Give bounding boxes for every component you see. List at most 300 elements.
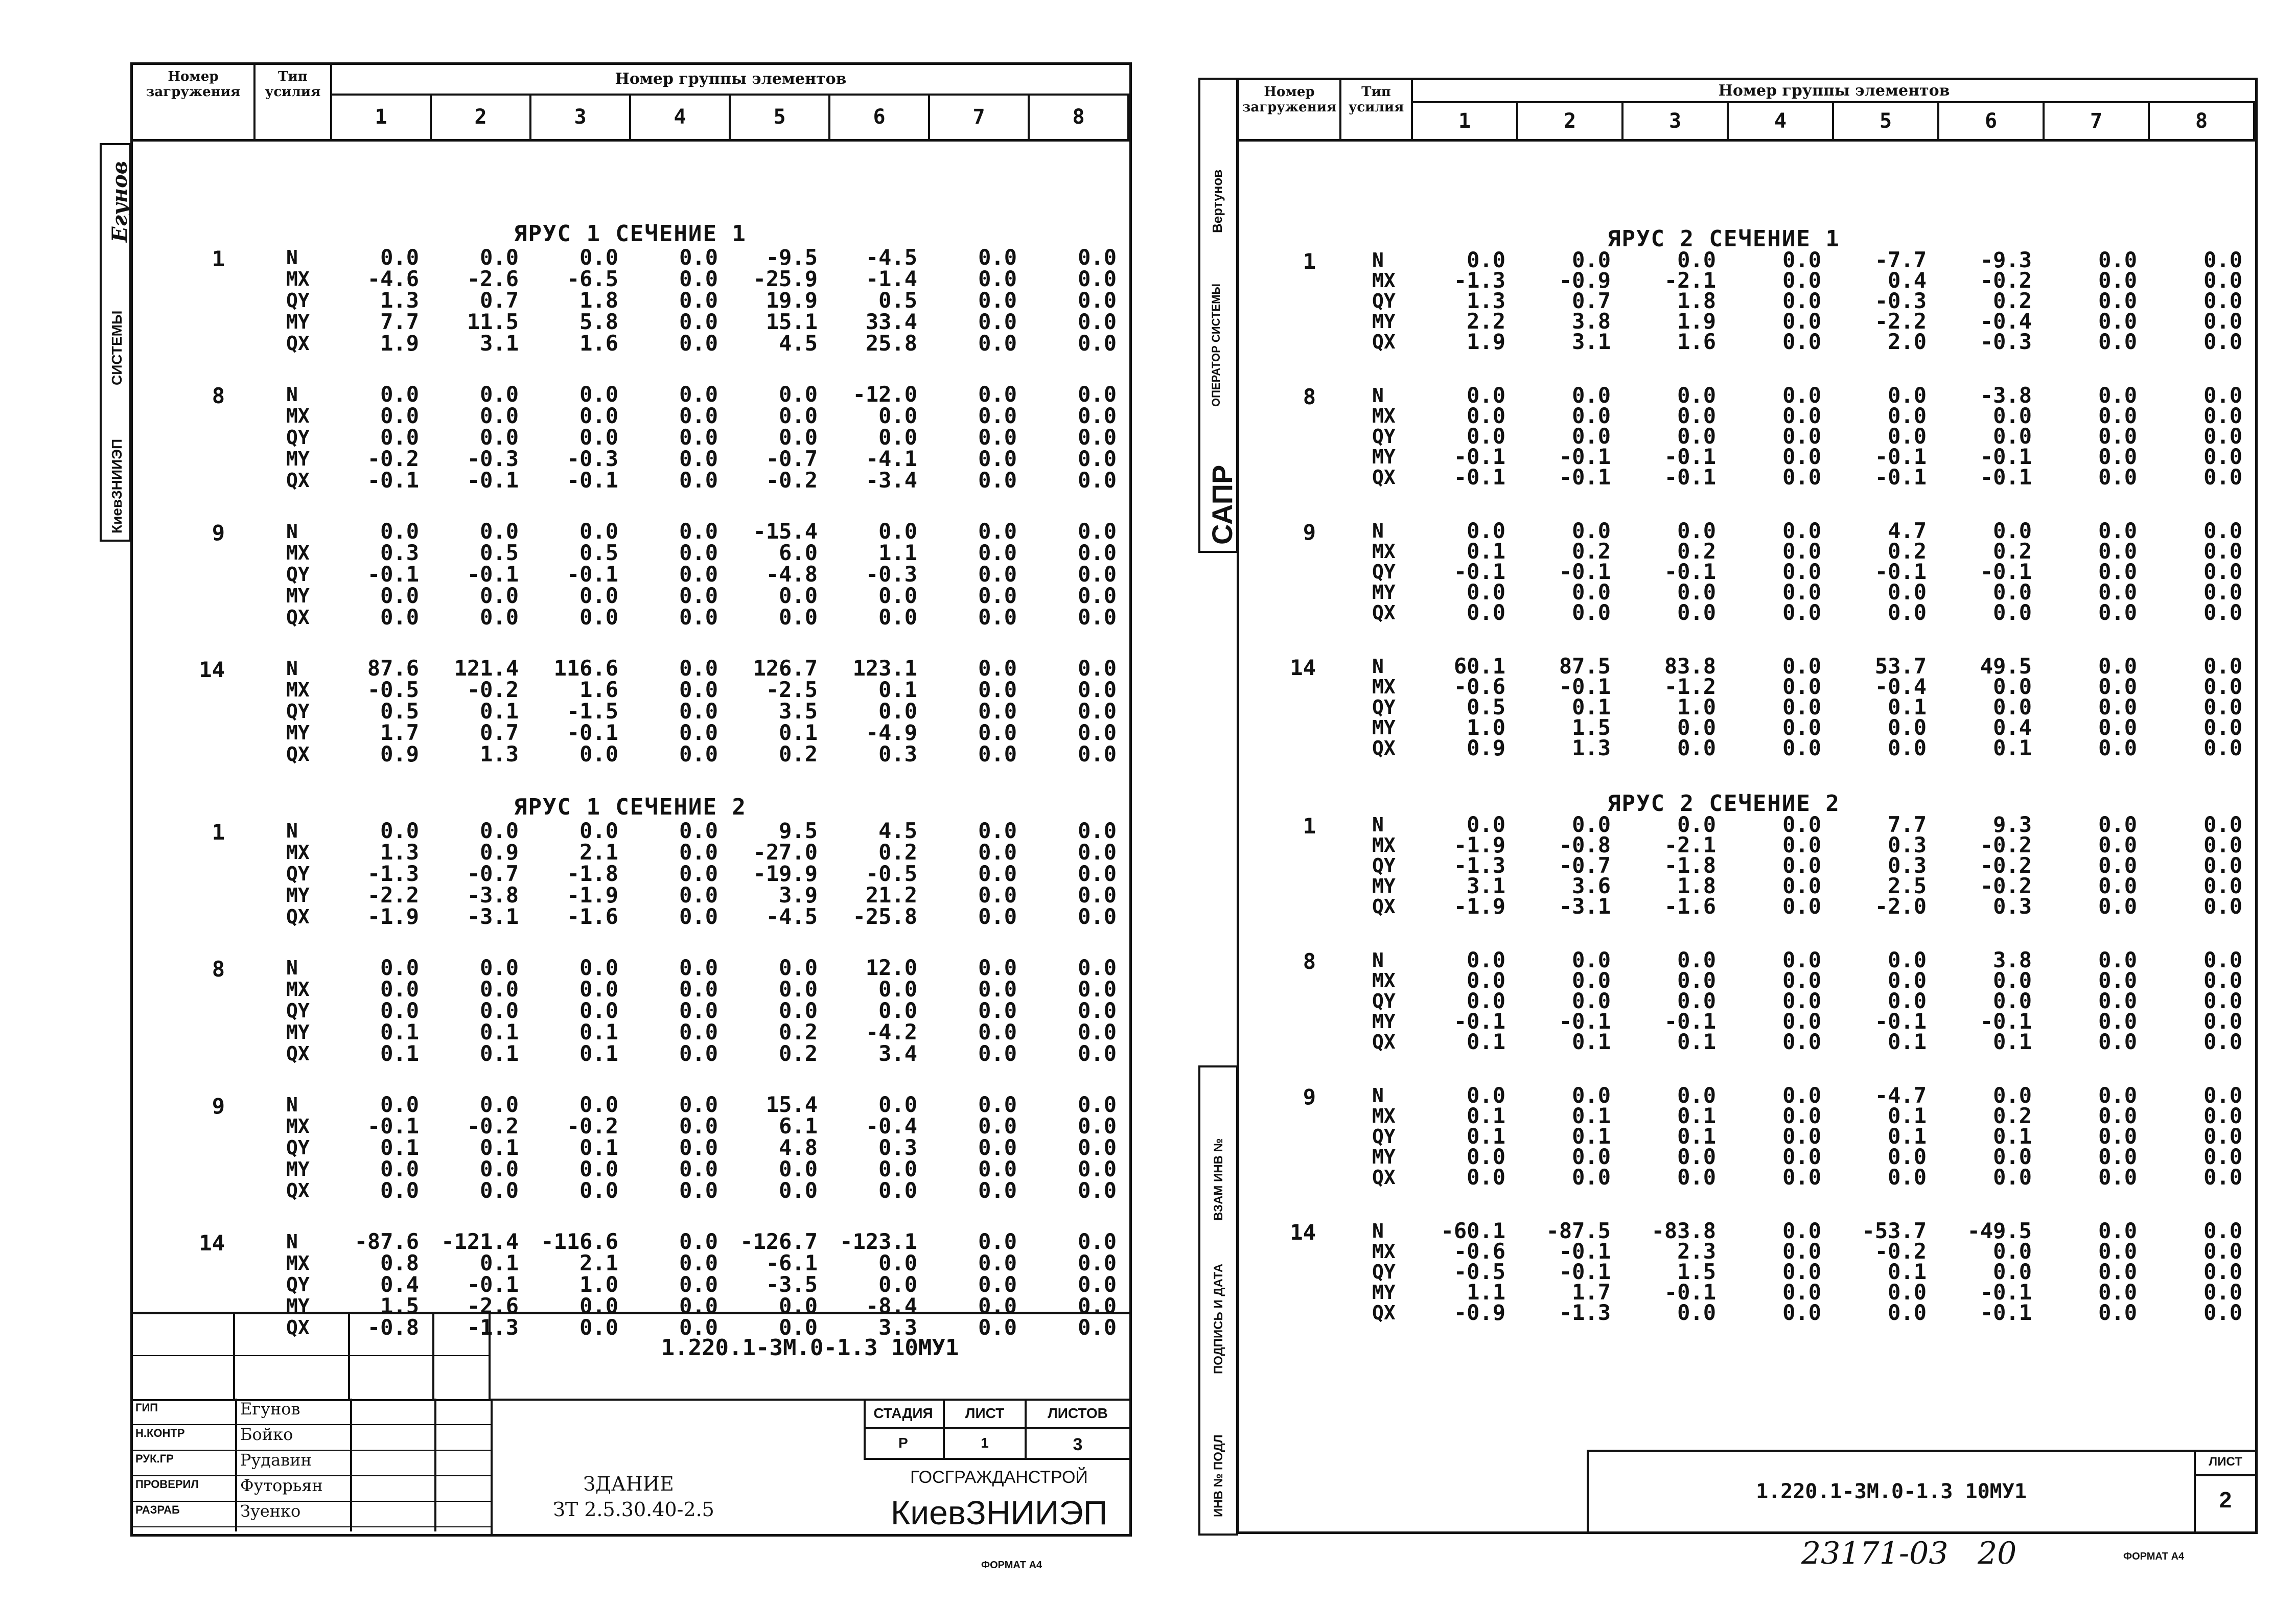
table-cell: -8.4 (865, 1293, 917, 1318)
table-cell: 0.0 (1993, 518, 2032, 543)
table-cell: 0.0 (679, 1178, 718, 1203)
table-cell: 3.9 (779, 882, 818, 908)
table-cell: 0.0 (2204, 403, 2242, 428)
table-cell: -0.3 (467, 446, 519, 471)
force-type: N (1372, 384, 1384, 407)
table-cell: -0.8 (367, 1315, 419, 1340)
table-cell: 0.0 (380, 1156, 419, 1181)
role-label: ГИП (135, 1401, 158, 1414)
force-type: N (286, 957, 298, 979)
table-cell: -0.1 (1453, 1009, 1505, 1034)
table-cell: 5.8 (579, 309, 618, 334)
table-cell: -0.9 (1453, 1300, 1505, 1325)
table-cell: -0.9 (1559, 268, 1611, 293)
table-cell: 0.0 (779, 998, 818, 1023)
table-cell: 0.0 (978, 605, 1017, 630)
table-cell: -0.1 (1980, 1009, 2032, 1034)
table-cell: -0.1 (1453, 444, 1505, 469)
group-number-4: 4 (631, 96, 731, 139)
table-cell: 0.0 (1993, 403, 2032, 428)
group-number-6: 6 (830, 96, 930, 139)
table-cell: 0.0 (679, 977, 718, 1002)
table-cell: 0.7 (1572, 288, 1611, 313)
table-cell: 0.0 (978, 562, 1017, 587)
table-cell: 0.0 (1677, 424, 1716, 449)
table-cell: 0.1 (480, 1041, 519, 1066)
table-cell: 0.0 (878, 1250, 917, 1275)
table-cell: 0.0 (1782, 873, 1821, 898)
table-cell: 0.0 (380, 403, 419, 428)
table-cell: -0.1 (1874, 1009, 1927, 1034)
archive-number: 23171-03 (1801, 1536, 1949, 1571)
force-type: MY (1372, 716, 1396, 739)
force-type: MY (286, 311, 310, 333)
table-cell: 0.0 (480, 245, 519, 270)
table-cell: 0.0 (1782, 600, 1821, 625)
force-type: MY (1372, 446, 1396, 468)
table-cell: 0.0 (1078, 245, 1117, 270)
table-cell: 3.1 (480, 331, 519, 356)
table-cell: 0.0 (1677, 403, 1716, 428)
signer-name: Рудавин (240, 1450, 312, 1470)
table-cell: 0.0 (579, 741, 618, 766)
table-cell: 0.0 (2204, 424, 2242, 449)
load-number: 1 (212, 246, 225, 271)
group-number-8: 8 (2150, 103, 2255, 139)
force-type: QX (1372, 601, 1396, 624)
table-cell: 0.1 (1888, 1103, 1927, 1128)
table-cell: 9.3 (1993, 812, 2032, 837)
table-cell: 0.0 (978, 468, 1017, 493)
table-cell: 0.0 (679, 382, 718, 407)
table-cell: -2.6 (467, 266, 519, 291)
table-cell: 0.0 (1782, 832, 1821, 857)
table-cell: -0.2 (566, 1113, 618, 1139)
section-title: ЯРУС 2 СЕЧЕНИЕ 1 (1607, 226, 1840, 252)
table-cell: 0.0 (1572, 383, 1611, 408)
table-cell: 0.0 (579, 382, 618, 407)
table-cell: 0.1 (380, 1041, 419, 1066)
force-type: MX (286, 1252, 310, 1274)
table-cell: 0.0 (978, 882, 1017, 908)
table-cell: -0.1 (1664, 444, 1716, 469)
table-cell: 0.0 (2098, 1300, 2137, 1325)
table-cell: 0.0 (1467, 947, 1505, 972)
table-cell: 0.0 (679, 425, 718, 450)
table-cell: -2.5 (766, 677, 818, 702)
table-cell: -0.1 (1664, 1280, 1716, 1305)
table-cell: 0.0 (978, 955, 1017, 980)
table-cell: 0.0 (579, 1092, 618, 1117)
table-cell: 0.0 (2098, 812, 2137, 837)
table-cell: 0.0 (1993, 1259, 2032, 1284)
table-cell: -1.8 (566, 861, 618, 886)
table-cell: 0.0 (679, 562, 718, 587)
table-cell: 0.0 (2098, 968, 2137, 993)
table-cell: 0.0 (1888, 1280, 1927, 1305)
table-cell: 9.5 (779, 818, 818, 843)
force-type: MX (1372, 676, 1396, 698)
table-cell: 0.3 (1993, 894, 2032, 919)
force-type: N (286, 520, 298, 543)
table-cell: 0.0 (2204, 1259, 2242, 1284)
table-cell: -3.5 (766, 1272, 818, 1297)
table-cell: -0.1 (367, 468, 419, 493)
table-cell: 0.0 (2098, 1259, 2137, 1284)
table-cell: 0.0 (480, 605, 519, 630)
table-cell: 0.0 (1993, 1165, 2032, 1190)
table-cell: 0.0 (2098, 1029, 2137, 1054)
table-cell: 0.0 (1782, 1218, 1821, 1243)
table-cell: -1.9 (566, 882, 618, 908)
table-cell: 0.0 (2204, 812, 2242, 837)
table-cell: 0.1 (480, 699, 519, 724)
force-type: QX (286, 469, 310, 492)
table-cell: 2.2 (1467, 309, 1505, 334)
table-cell: 1.8 (1677, 288, 1716, 313)
right-sheet (1237, 78, 2258, 1534)
table-cell: 0.0 (1078, 403, 1117, 428)
force-type: QX (286, 905, 310, 928)
table-cell: -4.7 (1874, 1083, 1927, 1108)
table-cell: 0.0 (1782, 735, 1821, 760)
table-cell: 0.0 (978, 1229, 1017, 1254)
table-cell: 4.8 (779, 1135, 818, 1160)
table-cell: 0.0 (978, 677, 1017, 702)
table-cell: -121.4 (441, 1229, 519, 1254)
table-cell: 0.2 (1993, 539, 2032, 564)
table-cell: 0.0 (579, 998, 618, 1023)
force-type: N (1372, 1084, 1384, 1107)
table-cell: 0.0 (1782, 1083, 1821, 1108)
table-cell: 0.0 (1572, 247, 1611, 272)
table-cell: 0.0 (1078, 446, 1117, 471)
load-number: 8 (1303, 384, 1316, 409)
table-cell: 0.0 (878, 519, 917, 544)
table-cell: 0.0 (679, 1135, 718, 1160)
table-cell: 0.2 (779, 1019, 818, 1044)
force-type: MX (1372, 1240, 1396, 1263)
table-cell: 0.0 (679, 882, 718, 908)
table-cell: 0.0 (679, 1272, 718, 1297)
table-cell: 0.0 (2098, 1239, 2137, 1264)
table-cell: 0.5 (1467, 694, 1505, 719)
table-cell: 0.0 (380, 245, 419, 270)
table-cell: 0.0 (1677, 1083, 1716, 1108)
table-cell: -1.5 (566, 699, 618, 724)
table-cell: -0.2 (766, 468, 818, 493)
table-cell: 0.0 (978, 1041, 1017, 1066)
force-type: QX (1372, 1302, 1396, 1324)
table-cell: 0.0 (1467, 247, 1505, 272)
table-cell: 0.0 (380, 519, 419, 544)
table-cell: -0.4 (865, 1113, 917, 1139)
table-cell: -0.2 (1980, 853, 2032, 878)
table-cell: 0.0 (1078, 904, 1117, 929)
table-cell: 0.0 (679, 955, 718, 980)
table-cell: 53.7 (1874, 654, 1927, 679)
table-cell: 0.1 (380, 1019, 419, 1044)
force-type: QY (1372, 290, 1396, 312)
table-cell: 1.8 (1677, 873, 1716, 898)
force-type: QX (1372, 331, 1396, 353)
force-type: MX (1372, 269, 1396, 292)
force-type: QY (1372, 425, 1396, 448)
force-type: QY (1372, 696, 1396, 718)
table-cell: 0.3 (380, 540, 419, 565)
force-type: MX (286, 268, 310, 290)
force-type: QY (1372, 1125, 1396, 1148)
table-cell: 0.0 (480, 1178, 519, 1203)
table-cell: 0.0 (978, 1293, 1017, 1318)
table-cell: 0.0 (679, 583, 718, 608)
table-cell: -12.0 (852, 382, 917, 407)
table-cell: 0.9 (480, 840, 519, 865)
table-cell: 0.0 (1078, 382, 1117, 407)
table-cell: 0.0 (1782, 654, 1821, 679)
table-cell: 0.0 (679, 403, 718, 428)
table-cell: 0.0 (1993, 988, 2032, 1013)
table-cell: 0.0 (2204, 518, 2242, 543)
table-cell: 1.1 (878, 540, 917, 565)
table-cell: -0.1 (1559, 444, 1611, 469)
table-cell: 0.0 (2098, 735, 2137, 760)
table-cell: 0.0 (878, 425, 917, 450)
table-cell: -83.8 (1651, 1218, 1716, 1243)
table-cell: 0.0 (779, 425, 818, 450)
table-cell: 0.0 (2204, 464, 2242, 490)
table-cell: 0.0 (579, 977, 618, 1002)
table-cell: 0.0 (579, 583, 618, 608)
group-number-6: 6 (1939, 103, 2045, 139)
table-cell: 0.0 (1572, 1165, 1611, 1190)
table-cell: 0.4 (1993, 715, 2032, 740)
table-cell: 0.0 (1782, 1239, 1821, 1264)
force-type: MY (286, 884, 310, 907)
table-cell: 0.0 (978, 818, 1017, 843)
table-cell: 0.0 (2204, 894, 2242, 919)
table-cell: 0.1 (1467, 539, 1505, 564)
table-cell: -0.3 (566, 446, 618, 471)
table-cell: 0.0 (2098, 1009, 2137, 1034)
table-cell: 0.0 (2098, 329, 2137, 354)
table-cell: 11.5 (467, 309, 519, 334)
table-cell: 0.0 (2204, 1280, 2242, 1305)
table-cell: -1.3 (1453, 853, 1505, 878)
group-number-1: 1 (332, 96, 432, 139)
table-cell: -0.2 (1980, 268, 2032, 293)
table-cell: 0.0 (1572, 968, 1611, 993)
table-cell: 0.1 (579, 1135, 618, 1160)
table-cell: 0.0 (1888, 424, 1927, 449)
table-cell: 0.1 (1677, 1124, 1716, 1149)
table-cell: 0.0 (1572, 403, 1611, 428)
table-cell: 0.0 (1572, 988, 1611, 1013)
table-cell: 0.0 (978, 1156, 1017, 1181)
table-cell: 0.0 (1572, 518, 1611, 543)
force-type: MX (1372, 540, 1396, 563)
table-cell: 1.5 (380, 1293, 419, 1318)
table-cell: 0.0 (1078, 656, 1117, 681)
table-cell: 0.0 (2098, 424, 2137, 449)
table-cell: 0.0 (1078, 720, 1117, 745)
stage-label: СТАДИЯ (873, 1405, 933, 1421)
table-cell: 0.0 (978, 720, 1017, 745)
table-cell: 0.0 (779, 977, 818, 1002)
table-header (133, 65, 1129, 142)
table-cell: -0.1 (1664, 559, 1716, 584)
table-cell: 0.0 (380, 1092, 419, 1117)
table-cell: -0.7 (1559, 853, 1611, 878)
table-cell: -2.0 (1874, 894, 1927, 919)
table-cell: 0.0 (1782, 968, 1821, 993)
table-cell: 0.2 (1677, 539, 1716, 564)
table-cell: 0.0 (878, 1272, 917, 1297)
table-cell: 0.0 (2204, 268, 2242, 293)
table-cell: 0.1 (1888, 1029, 1927, 1054)
table-cell: 0.0 (1078, 1272, 1117, 1297)
table-cell: 0.0 (1888, 988, 1927, 1013)
table-cell: 0.0 (1782, 579, 1821, 605)
table-cell: 0.1 (1677, 1029, 1716, 1054)
table-cell: 0.0 (2098, 559, 2137, 584)
table-cell: 0.0 (2204, 694, 2242, 719)
table-cell: 0.0 (1677, 1165, 1716, 1190)
group-number-1: 1 (1413, 103, 1518, 139)
table-cell: 0.0 (2098, 674, 2137, 699)
table-cell: 0.0 (1677, 383, 1716, 408)
left-sheet (130, 62, 1132, 1571)
table-cell: 0.0 (1078, 1315, 1117, 1340)
table-cell: -7.7 (1874, 247, 1927, 272)
right-side-register (1198, 1065, 1238, 1536)
element-group-header: Номер группы элементов (1413, 80, 2255, 103)
table-cell: 0.0 (2098, 403, 2137, 428)
table-cell: -1.3 (467, 1315, 519, 1340)
table-cell: 0.0 (1888, 403, 1927, 428)
table-cell: -4.1 (865, 446, 917, 471)
table-cell: -1.9 (367, 904, 419, 929)
table-cell: 0.0 (1467, 1083, 1505, 1108)
table-cell: 0.0 (2098, 894, 2137, 919)
table-cell: 0.0 (1078, 1229, 1117, 1254)
table-cell: -0.1 (367, 562, 419, 587)
table-cell: 0.0 (1888, 1144, 1927, 1169)
table-cell: 0.0 (1782, 539, 1821, 564)
force-type: QX (1372, 737, 1396, 759)
table-cell: -0.1 (1980, 444, 2032, 469)
table-cell: -0.1 (1980, 559, 2032, 584)
table-cell: 0.0 (2098, 1124, 2137, 1149)
load-number: 9 (1303, 1084, 1316, 1109)
table-cell: 0.0 (779, 1156, 818, 1181)
table-cell: 0.0 (1078, 331, 1117, 356)
table-cell: 0.2 (1572, 539, 1611, 564)
table-cell: 0.0 (679, 1250, 718, 1275)
table-cell: 1.7 (1572, 1280, 1611, 1305)
table-cell: 1.3 (380, 840, 419, 865)
table-cell: 0.1 (579, 1019, 618, 1044)
table-cell: 25.8 (865, 331, 917, 356)
table-cell: 0.0 (2204, 1029, 2242, 1054)
table-cell: -6.5 (566, 266, 618, 291)
table-cell: 0.0 (1078, 1092, 1117, 1117)
table-cell: 87.6 (367, 656, 419, 681)
force-type: QX (1372, 1031, 1396, 1053)
table-cell: 0.0 (2098, 247, 2137, 272)
table-cell: -0.5 (1453, 1259, 1505, 1284)
table-cell: 4.7 (1888, 518, 1927, 543)
table-cell: 0.0 (978, 540, 1017, 565)
table-cell: 0.0 (978, 1092, 1017, 1117)
table-cell: 0.0 (1078, 818, 1117, 843)
table-cell: -2.6 (467, 1293, 519, 1318)
table-cell: 0.0 (579, 605, 618, 630)
force-type: N (286, 1230, 298, 1253)
table-cell: 0.0 (1782, 268, 1821, 293)
side-stamp-system: СИСТЕМЫ (109, 310, 125, 385)
table-cell: 0.0 (1078, 309, 1117, 334)
force-type: MX (286, 1115, 310, 1137)
table-cell: 0.0 (878, 1178, 917, 1203)
table-cell: 0.0 (1782, 1300, 1821, 1325)
table-cell: 0.0 (2098, 268, 2137, 293)
group-number-8: 8 (1030, 96, 1129, 139)
table-cell: 0.0 (1782, 1103, 1821, 1128)
table-cell: 0.0 (2204, 853, 2242, 878)
force-type: QY (286, 1000, 310, 1022)
table-cell: 7.7 (380, 309, 419, 334)
table-cell: 1.6 (579, 677, 618, 702)
table-cell: 0.3 (1888, 853, 1927, 878)
table-cell: 0.3 (878, 1135, 917, 1160)
table-cell: 0.0 (480, 1156, 519, 1181)
force-type: N (1372, 1220, 1384, 1242)
group-number-5: 5 (731, 96, 830, 139)
table-cell: 0.0 (1782, 309, 1821, 334)
table-cell: 3.5 (779, 699, 818, 724)
table-cell: 0.1 (1572, 1124, 1611, 1149)
table-cell: 0.0 (1993, 1144, 2032, 1169)
table-cell: 0.9 (1467, 735, 1505, 760)
table-cell: 0.0 (480, 955, 519, 980)
force-type: N (1372, 949, 1384, 971)
table-cell: 0.0 (2204, 988, 2242, 1013)
table-cell: -0.6 (1453, 674, 1505, 699)
table-cell: -0.1 (1453, 464, 1505, 490)
table-cell: 0.0 (679, 818, 718, 843)
force-type: MY (286, 1021, 310, 1043)
table-cell: 0.0 (978, 1135, 1017, 1160)
table-cell: 0.0 (1782, 674, 1821, 699)
table-cell: 0.0 (1888, 579, 1927, 605)
table-cell: -0.2 (1874, 1239, 1927, 1264)
table-cell: -27.0 (753, 840, 818, 865)
table-cell: 0.0 (978, 741, 1017, 766)
table-cell: -1.3 (1559, 1300, 1611, 1325)
table-cell: 0.0 (2204, 247, 2242, 272)
table-cell: 0.0 (878, 998, 917, 1023)
table-cell: 0.0 (380, 425, 419, 450)
table-cell: 0.0 (978, 331, 1017, 356)
table-cell: 1.6 (579, 331, 618, 356)
table-cell: 3.1 (1467, 873, 1505, 898)
table-cell: 0.0 (2204, 383, 2242, 408)
force-type: N (286, 383, 298, 406)
table-cell: 0.0 (2204, 1009, 2242, 1034)
table-cell: 0.0 (1078, 540, 1117, 565)
table-cell: 0.0 (1078, 741, 1117, 766)
